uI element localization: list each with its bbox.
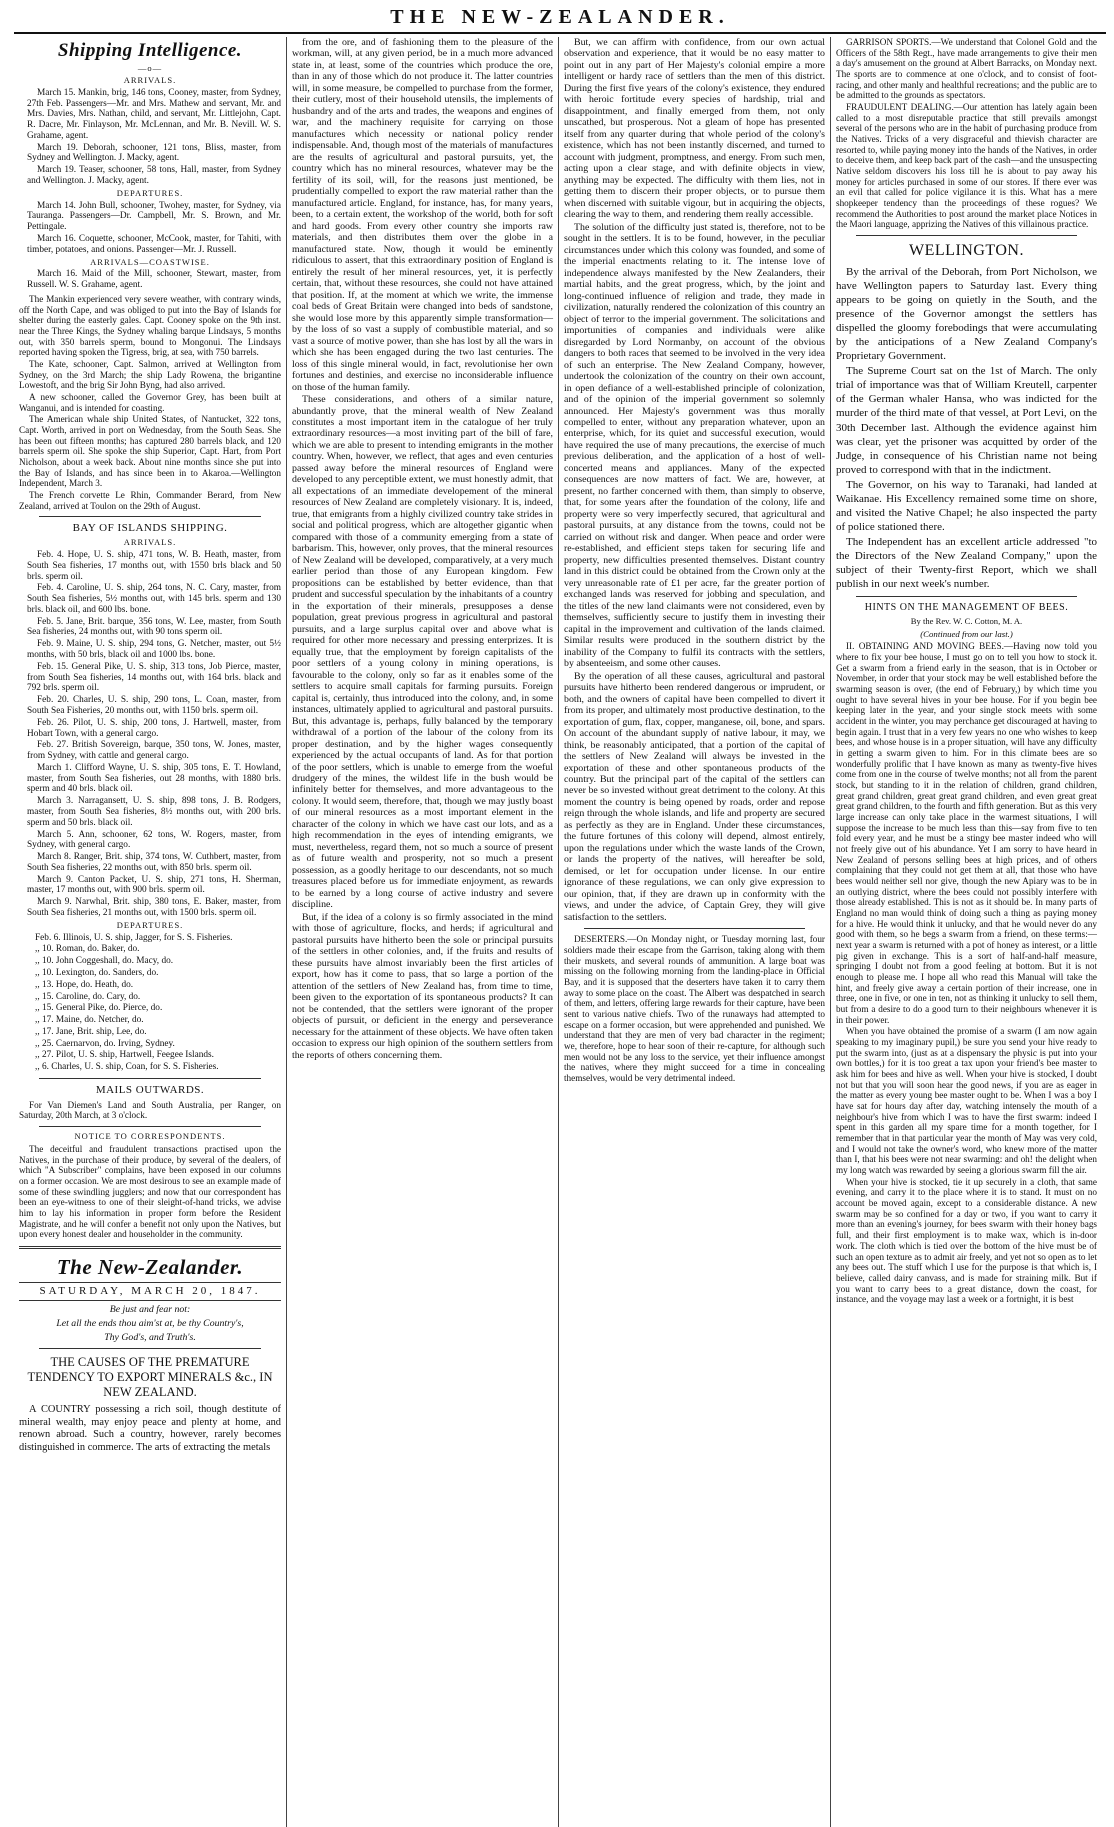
boi-arrivals-list-item: Feb. 4. Hope, U. S. ship, 471 tons, W. B. Heath, master, from South Sea fisheries, 17 months out, with 1550 brls black and 50 brls. sperm oil. [27, 550, 281, 582]
column-4 [830, 37, 1102, 1827]
boi-arrivals-list-item: March 9. Canton Packet, U. S. ship, 271 tons, H. Sherman, master, 17 months out, with 900 brls. sperm oil. [27, 874, 281, 896]
shipping-news-item: The Mankin experienced very severe weather, with contrary winds, off the North Cape, and was obliged to put into the Bay of Islands for shelter during the easterly gales. Capt. Cooney spoke on the 9th inst. near the Three Kings, the Sydney whaling barque Lindsays, 5 months out, with 350 barrels sperm, bound to Mongonui. The Lindsays reported having spoken the Tigress, brig, at sea, with 750 barrels. [19, 293, 281, 358]
boi-departures-list-item: Feb. 6. Illinois, U. S. ship, Jagger, for S. S. Fisheries. [35, 932, 233, 943]
boi-departures-list-item: ,, 10. Roman, do. Baker, do. [35, 944, 140, 955]
fraudulent-dealing-item: FRAUDULENT DEALING.—Our attention has lately again been called to a most disreputable practice that still prevails amongst several of the persons who are in the habit of purchasing produce from the Natives. Tricks of a very disgraceful and thievish character are resorted to, while paying money into the hands of the Natives, in order to deceive them, and keep back part of the cash—and the unsuspecting Native seldom discovers his loss till he is about to pay away his money for articles purchased in some of our stores. If there ever was an evil that called for police vigilance it is this. What has a mere shopkeeper tendency than the proceedings of these rogues? We recommend the Authorities to post around the market place Notices in the Maori language, apprizing the Natives of this villainous practice. [836, 102, 1097, 230]
article-title: THE CAUSES OF THE PREMATURE TENDENCY TO EXPORT MINERALS &c., IN NEW ZEALAND. [27, 1355, 273, 1400]
notice-text: The deceitful and fraudulent transactions practised upon the Natives, in the purchase of their produce, by several of the dealers, of which "A Subscriber" complains, have been exposed in our columns on a former occasion. We are most desirous to see an example made of some of these swindling jugglers; and now that our correspondent has been an eye-witness to one of their sleight-of-hand tricks, we advise him to lay his information in proper form before the Resident Magistrate, and he will confer a benefit not only upon the Natives, but upon every honest dealer and householder in the community. [19, 1143, 281, 1240]
article-body-continued-item: The solution of the difficulty just stated is, therefore, not to be sought in the settlers. It is to be found, however, in the peculiar circumstances under which this colony was founded, and some of the imperial enactments relating to it. The intense love of independence always manifested by the New Zealanders, their martial habits, and the great progress, which, by the joint and long-continued influence of religion and trade, they made in civilization, naturally rendered the colonization of this country an object of terror to the imperial government. The solicitations and importunities of companies and individuals were alike disregarded by Lord Normanby, on account of the obvious dangers to both races that seemed to be involved in the very idea of such an enterprise. The New Zealand Company, however, undertook the colonization of the country on their own account, in open defiance of a well-established principle of colonization, and of the opinion of the imperial government so solemnly announced. Her Majesty's government was thus morally compelled to enter, without any preparation whatever, upon an enterprise, which, for its quiet and successful execution, would have required the use of many precautions, the exercise of much previous deliberation, and the application of a host of well-concerted means and appliances. Many of the expected consequences are now matters of fact. We are, however, at present, no farther concerned with them, than simply to observe, that, for some years after the foundation of the colony, life and property were so very imperfectly secured, that agricultural and pastoral pursuits, at any distance from the towns, could not be carried on without risk and danger. When peace and order were re-established, and efficient steps taken for securing life and property, new difficulties presented themselves. Distant country land in this district could be obtained from the Crown only at the very unreasonable rate of £1 per acre, far the greater portion of exchanged lands was reserved for jobbing and speculation, and the titles of the new land claimants were not considered, even by themselves, sufficiently secure to justify them in investing their capital in the improvement and cultivation of the lands claimed. Similar results were produced in the southern district by the inability of the Company to fulfil its contracts with the settlers, by absenteeism, and some other causes. [564, 221, 825, 670]
article-body [292, 37, 553, 1061]
coastwise-list-item: March 16. Maid of the Mill, schooner, Stewart, master, from Russell. W. S. Grahame, agent. [27, 269, 281, 291]
shipping-news-item: The Kate, schooner, Capt. Salmon, arrived at Wellington from Sydney, on the 3rd March; the ship Lady Rowena, the brigantine Lowestoft, and the brig Sir John Byng, had also arrived. [19, 359, 281, 391]
motto-line-2: Let all the ends thou aim'st at, be thy Country's, [56, 1317, 244, 1329]
column-3 [558, 37, 830, 1827]
wellington-news-item: The Supreme Court sat on the 1st of March. The only trial of importance was that of William Kreutell, carpenter of the German whaler Hansa, who was indicted for the murder of the third mate of that vessel, at Port Levi, on the 30th December last. Although the evidence against him was clear, yet the prisoner was acquitted by order of the Judge, in consequence of his Christian name not being proved to correspond with that in the indictment. [836, 365, 1097, 476]
boi-arrivals-list-item: March 5. Ann, schooner, 62 tons, W. Rogers, master, from Sydney, with general cargo. [27, 829, 281, 851]
boi-head: BAY OF ISLANDS SHIPPING. [72, 522, 228, 535]
boi-departures-list-item: ,, 10. Lexington, do. Sanders, do. [35, 968, 159, 978]
bees-head: HINTS ON THE MANAGEMENT OF BEES. [864, 602, 1069, 614]
departures-list [19, 201, 281, 256]
wellington-news [836, 265, 1097, 592]
motto-line-1: Be just and fear not: [109, 1304, 191, 1316]
column-2 [286, 37, 558, 1827]
boi-arrivals-head: ARRIVALS. [123, 537, 177, 548]
shipping-news [19, 294, 281, 511]
date-line: SATURDAY, MARCH 20, 1847. [19, 1282, 281, 1301]
boi-arrivals-list-item: Feb. 27. British Sovereign, barque, 350 tons, W. Jones, master, from Sydney, with cattle and general cargo. [27, 740, 281, 762]
boi-departures-list-item: ,, 25. Caernarvon, do. Irving, Sydney. [35, 1038, 175, 1049]
bees-body-item: When your hive is stocked, tie it up securely in a cloth, that same evening, and carry it to the place where it is to stand. It must on no account be moved again, except to a considerable distance. A new swarm may be so confined for a day or two, if you want to carry it more than an evening's journey, for bees swarm with their honey bags full, and their first employment is to make wax, which is in-door work. The cloth which is tied over the bottom of the hive must be of such an open texture as to admit air freely, and yet not so open as to let any bees out. The stuff which I use for the purpose is that which is, I believe, called dairy canvass, and is made for straining milk. But if you want to carry bees to a great distance, down the coast, for instance, and the voyage may last a week or a fortnight, it is best [836, 1176, 1097, 1305]
boi-arrivals-list-item: Feb. 15. General Pike, U. S. ship, 313 tons, Job Pierce, master, from South Sea fisheries, 14 months out, with 164 brls. black and 792 brls. sperm oil. [27, 661, 281, 694]
boi-departures-list-item: ,, 17. Jane, Brit. ship, Lee, do. [35, 1026, 147, 1037]
mails-head: MAILS OUTWARDS. [95, 1084, 205, 1097]
departures-head: DEPARTURES. [116, 187, 184, 198]
bees-body-item: II. OBTAINING AND MOVING BEES.—Having now told you where to fix your bee house, I must go on to tell you how to stock it. Get a swarm from a friend early in the season, that is in October or November, in order that your stock may be well established before the swarming season is over, (the end of February,) by which time you ought to have several hives in your bee house. For if you begin bee keeping later in the year, and your single stock meets with some accident in the winter, you may perchance get discouraged at having to begin again. I trust that in a very few years no one who wishes to keep bees, and whose house is in a proper situation, will have any difficulty in getting a swarm given to him. For in this climate bees are so wonderfully prolific that I have known as many as twenty-five hives come from one in the course of twelve months; not all from the parent stock, but standing to it in the relation of children, grand children, great grand children, great great grand children, and even great great great grand children, to the fourth and fifth generation. But as this very large increase can only take place in the warmest situations, I will suppose the increase to be much less than this—say from five to ten fold every year, and he must be a stingy bee master indeed who will not freely give out of his abundance. Yet I am sorry to have heard in New Zealand of persons selling bees at high prices, and of others complaining that they could not get them at all, that those who have bees would neither sell nor give, though the new Apiary was to be in an outlying district, where the bees could not possibly interfere with those already established. This is not as it should be. In many parts of England no man would think of doing such a thing as paying money for a hive. He would think it unlucky, and that he would never do any good with them, so he begs a swarm from a friend, on these terms:—next year a swarm is returned with a pot of honey as interest, or a little pig given in exchange. This is a sort of half-and-half measure, springing I doubt not from a good feeling at bottom. But it is not enough to please me. I hope all who read this Manual will take the hint, and freely give away a certain portion of their increase, one in three, one in five, or one in ten, not as thinking it unlucky to sell them, but from a desire to do a good turn to their neighbours whenever it is in their power. [836, 641, 1097, 1025]
bees-body-item: When you have obtained the promise of a swarm (I am now again speaking to my imaginary pupil,) be sure you send your hive ready to put the swarm into, (just as at a dispensary the physic is put into your own bottles,) for it is too great a tax upon your friend's bee master to ask him for bees and hive as well. When your hive is stocked, I doubt not but that you will soon hear the good news, if you are as eager in the matter as every young bee master ought to be. When I was a boy I have sat for hours day after day, watching intensely the mouth of a neighbour's hive from which I was to have the first swarm: indeed I spent in this garden all my spare time for a month together, for I remember that in that particular year the month of May was very cold, and I would not take the owner's word, who knew more of the matter than I, that his bees were not near swarming: and oh! the delight when my long watch was rewarded by seeing a glorious swarm fill the air. [836, 1026, 1097, 1176]
coastwise-head: ARRIVALS—COASTWISE. [90, 256, 210, 267]
boi-arrivals-list-item: March 8. Ranger, Brit. ship, 374 tons, W. Cuthbert, master, from South Sea fisheries, 22 months out, with 850 brls. sperm oil. [27, 852, 281, 873]
garrison-sports-item: GARRISON SPORTS.—We understand that Colonel Gold and the Officers of the 58th Regt., have made arrangements to give their men a day's amusement on the ground at Albert Barracks, on Monday next. The sports are to commence at one o'clock, and to consist of foot-racing, and other manly and healthful recreations; and the public are to be admitted to the grounds as spectators. [836, 37, 1097, 101]
article-lead: A COUNTRY possessing a rich soil, though destitute of mineral wealth, may enjoy peace and plenty at home, and renown abroad. Such a country, however, rarely becomes distinguished in commerce. The arts of extracting the metals [19, 1404, 281, 1453]
boi-departures-list [19, 933, 281, 1073]
boi-departures-list-item: ,, 17. Maine, do. Netcher, do. [35, 1015, 144, 1026]
masthead: THE NEW-ZEALANDER. [14, 4, 1106, 34]
rule [584, 928, 805, 929]
bees-continued: (Continued from our last.) [920, 629, 1013, 639]
article-body-item: from the ore, and of fashioning them to the pleasure of the workman, will, at any given period, be in a much more advanced state in, at least, some of the countries which produce the ore, than in any of those which do not produce it. The latter countries will, in some measure, be compelled to purchase from the former, their cutlery, most of their household utensils, the implements of husbandry and of the arts and trades, the weapons and engines of war, and the machinery requisite for carrying on those manufactures which necessity or national policy render indispensable. And, though most of the materials of manufactures are the results of agricultural and pastoral pursuits, yet, the country which has no mineral resources, whatever may be the fertility of its soil, will, for the reasons just mentioned, be prudentially compelled to export the raw material rather than the manufactured article. England, for instance, has, for many years, been, to a certain extent, the workshop of the world, both for soft and hard goods. From every other country she imports raw materials, and then distributes them over the globe in a manufactured state. Now, though it would be eminently ridiculous to assert, that this extraordinary position of England is entirely the result of her mineral resources, yet, it is perfectly certain, that, without these resources, she could not have attained that position. If, at the moment at which we write, the immense coal beds of Great Britain were changed into beds of sandstone, she would lose more by this apparently simple transformation—by the loss of so vast a supply of combustible material, and so vast a source of motive power, than she has lost by all the wars in which she has been engaged during the two last centuries. The loss of this single mineral would, in fact, revolutionise her own fortunes and destinies, and exercise no inconsiderable influence on those of the human family. [292, 37, 553, 393]
rule [856, 235, 1077, 236]
boi-arrivals-list-item: Feb. 26. Pilot, U. S. ship, 200 tons, J. Hartwell, master, from Hobart Town, with a general cargo. [27, 717, 281, 739]
arrivals-list [19, 88, 281, 187]
notice-head: NOTICE TO CORRESPONDENTS. [74, 1131, 226, 1142]
article-body-continued [564, 37, 825, 923]
shipping-news-item: The French corvette Le Rhin, Commander Berard, from New Zealand, arrived at Toulon on the 29th of August. [19, 490, 281, 511]
mails-text: For Van Diemen's Land and South Australia, per Ranger, on Saturday, 20th March, at 3 o'clock. [19, 1099, 281, 1121]
rule [39, 1126, 261, 1127]
shipping-title: Shipping Intelligence. [57, 40, 243, 61]
rule [39, 1078, 261, 1079]
bees-byline: By the Rev. W. C. Cotton, M. A. [910, 616, 1023, 627]
deserters-item: DESERTERS.—On Monday night, or Tuesday morning last, four soldiers made their escape from the Garrison, taking along with them their muskets, and several rounds of ammunition. A large boat was missing on the following morning from the landing-place in Official Bay, and it is supposed that the deserters have taken it to carry them away to some place on the coast. The Albert was despatched in search of them, and letters, offering large rewards for their capture, have been sent to various native chiefs. Two of the runaways had attempted to escape on a former occasion, but were apprehended and punished. We understand that they are men of very bad character in the regiment; we, therefore, hope to hear soon of their re-capture, for although such men would not be any loss to the service, yet their influence amongst the natives, where they might succeed for a time in concealing themselves, would be very detrimental indeed. [564, 934, 825, 1084]
boi-departures-list-item: ,, 6. Charles, U. S. ship, Coan, for S. S. Fisheries. [35, 1062, 219, 1073]
column-1 [14, 37, 286, 1827]
wellington-news-item: The Governor, on his way to Taranaki, had landed at Waikanae. His Excellency remained some time on shore, and visited the Native Chapel; he also inspected the party of police stationed there. [836, 478, 1097, 534]
motto-line-3: Thy God's, and Truth's. [104, 1331, 196, 1343]
boi-arrivals-list-item: Feb. 4. Caroline, U. S. ship, 264 tons, N. C. Cary, master, from South Sea fisheries, 5½ months out, with 145 brls. sperm and 130 brls. black oil, and 600 lbs. bone. [27, 583, 281, 615]
article-body-continued-item: But, we can affirm with confidence, from our own actual observation and experience, that it would be no easy matter to point out in any part of Her Majesty's colonial empire a more intelligent or hardy race of settlers than the men of this district. During the first five years of the colony's existence, they endured with heroic fortitude every species of hardship, trial and disappointment, and finally emerged from them, not only unscathed, but prosperous. Not a gleam of hope has presented itself from any quarter during that whole period of the colony's existence, which has not been instantly discerned, and turned to account with judgment, promptness, and energy. From such men, acting upon a clear stage, and with definite objects in view, anything may be expected. The difficulty with them lies, not in getting them to discern their proper objects, or to pursue them when discerned with suitable vigour, but in acquiring the objects, clearing the way to them, and rendering them really accessible. [564, 37, 825, 221]
boi-departures-list-item: ,, 15. General Pike, do. Pierce, do. [35, 1003, 163, 1014]
boi-arrivals-list-item: Feb. 20. Charles, U. S. ship, 290 tons, L. Coan, master, from South Sea Fisheries, 20 months out, with 1150 brls. sperm oil. [27, 695, 281, 716]
shipping-news-item: A new schooner, called the Governor Grey, has been built at Wanganui, and is intended for coasting. [19, 392, 281, 413]
bees-body [836, 641, 1097, 1305]
boi-departures-list-item: ,, 15. Caroline, do. Cary, do. [35, 991, 141, 1002]
wellington-news-item: By the arrival of the Deborah, from Port Nicholson, we have Wellington papers to Saturday last. Every thing appears to be going on quietly in the South, and the presence of the Governor amongst the settlers has dispelled the gloomy forebodings that were accumulating by the anticipations of a New Zealand Company's Proprietary Government. [836, 265, 1097, 363]
wellington-news-item: The Independent has an excellent article addressed "to the Directors of the New Zealand Company," upon the subject of their Twenty-first Report, which we shall publish in our next week's number. [836, 536, 1097, 591]
arrivals-list-item: March 15. Mankin, brig, 146 tons, Cooney, master, from Sydney, 27th Feb. Passengers—Mr. and Mrs. Mathew and servant, Mr. and Mrs. Davies, Mrs. Nathan, child, and servant, Mr. Littlejohn, Capt. R. Dacre, Mr. Finlayson, Mr. McLennan, and Mr. B. Nevill. W. S. Grahame, agent. [27, 87, 281, 141]
article-body-continued-item: By the operation of all these causes, agricultural and pastoral pursuits have hitherto been rendered dangerous or imprudent, or both, and the owners of capital have been compelled to divert it from its proper, and ultimately most productive destination, to the exportation of gum, flax, copper, manganese, oil, bone, and spars. On account of the abundant supply of native labour, it may, we think, be reasonably anticipated, that a portion of the capital of the settlers of New Zealand will always be invested in the exportation of these and other spontaneous products of the country. But the principal part of the capital of the settlers can never be so invested without great detriment to the colony. At this moment the country is being opened by roads, order and repose reign through the whole islands, and life and property are secured as perfectly as they are in England. Under these circumstances, the future fortunes of this colony will depend, almost entirely, upon the regulations under which the waste lands of the Crown, or lands the property of the natives, will hereafter be sold, demised, or let for occupation under license. In our entire ignorance of these regulations, we can only give expression to our opinion, that, if they are drawn up in conformity with the views, and under the advice, of Captain Grey, they will give satisfaction to the settlers. [564, 670, 825, 923]
boi-departures-list-item: ,, 10. John Coggeshall, do. Macy, do. [35, 956, 174, 967]
wellington-head: WELLINGTON. [909, 242, 1024, 260]
shipping-news-item: The American whale ship United States, of Nantucket, 322 tons, Capt. Worth, arrived in port on Wednesday, from the South Seas. She has been out fifteen months; has captured 280 barrels black, and 120 barrels sperm oil. She spoke the ship Superior, Capt. Hart, from Port Nicholson, about a week back. About nine months since she put into the Bay of Islands, and has since been in to Akaroa.—Wellington Independent, March 3. [19, 414, 281, 489]
boi-departures-list-item: ,, 27. Pilot, U. S. ship, Hartwell, Feegee Islands. [35, 1050, 214, 1061]
boi-departures-head: DEPARTURES. [116, 919, 184, 930]
boi-arrivals-list-item: March 1. Clifford Wayne, U. S. ship, 305 tons, E. T. Howland, master, from South Sea fisheries, out 28 months, with 1880 brls. sperm and 40 brls. black oil. [27, 762, 281, 795]
arrivals-list-item: March 19. Teaser, schooner, 58 tons, Hall, master, from Sydney and Wellington. J. Macky, agent. [27, 165, 281, 186]
boi-departures-list-item: ,, 13. Hope, do. Heath, do. [35, 979, 134, 990]
divider: —o— [137, 63, 163, 74]
article-body-item: But, if the idea of a colony is so firmly associated in the mind with those of agriculture, flocks, and herds; if agricultural and pastoral pursuits have hitherto been the sole or principal pursuits of the settlers in other colonies, and, if the fruits and results of these pursuits have almost invariably been the first articles of export, how has it come to pass, that so large a portion of the attention of the settlers of New Zealand has, from time to time, been given to the exportation of its spontaneous products? It can not be contended, that the settlers were ignorant of the proper objects of pursuit, or deficient in the energy and perseverance necessary for the attainment of these objects. We have often taken occasion to express our high opinion of the southern settlers from the reports of others concerning them. [292, 911, 553, 1061]
boi-arrivals-list-item: March 9. Narwhal, Brit. ship, 380 tons, E. Baker, master, from South Sea fisheries, 21 months out, with 1500 brls. sperm oil. [27, 897, 281, 919]
departures-list-item: March 14. John Bull, schooner, Twohey, master, for Sydney, via Tauranga. Passengers—Dr. Campbell, Mr. S. Brown, and Mr. Pettingale. [27, 200, 281, 233]
double-rule [19, 1246, 281, 1249]
columns [14, 37, 1106, 1827]
departures-list-item: March 16. Coquette, schooner, McCook, master, for Tahiti, with timber, potatoes, and onions. Passenger—Mr. J. Russell. [27, 233, 281, 255]
coastwise-list [19, 269, 281, 291]
paper-name: The New-Zealander. [56, 1255, 244, 1280]
boi-arrivals-list [19, 550, 281, 919]
arrivals-head: ARRIVALS. [123, 74, 177, 85]
rule [39, 516, 261, 517]
rule [39, 1348, 261, 1349]
article-body-item: These considerations, and others of a similar nature, abundantly prove, that the mineral wealth of New Zealand constitutes a most important item in the catalogue of her truly extraordinary resources—a most inviting part of the bill of fare, which we are able to present to intending emigrants in the mother country. When, however, we reflect, that ages and even centuries passed away before the mineral resources of England were developed to any perceptible extent, we must honestly admit, that all expectations of an immediate developement of the mineral resources of New Zealand are completely visionary. It is, indeed, true, that emigrants from a highly civilized country take strides in social and political progress, which are altogether gigantic when compared with those of a community emerging from a state of barbarism. This, however, only proves, that the mineral resources of New Zealand will be developed, comparatively, at a very much earlier period than those of any European kingdom. Few propositions can be established by better evidence, than that prudent and successful speculation by the inhabitants of a country in the exportation of their minerals, presupposes a dense population, great previous progress in agricultural and pastoral pursuits, and a large surplus capital over and above what is required for other more necessary and pressing enterprizes. It is equally true, that the employment by foreign capitalists of the poor settlers of a young colony in mining operations, is favourable to the colony, only so far as it enables some of the settlers to acquire small capitals for farming pursuits. Foreign capital is, certainly, thus introduced into the colony, and, in some instances, ultimately applied to agricultural and pastoral pursuits. But, this advantage is, perhaps, fully balanced by the temporary withdrawal of a portion of the labour of the colony from its proper destination, and by the higher wages consequently experienced by the actual occupants of land. As for that portion of the poor settlers, which is unable to emerge from the woeful drudgery of the mines, the wildest life in the bush would be infinitely better for themselves, and more advantageous to the colony. It would seem, therefore, that, though we may justly boast of our mineral resources as a most important element in the character of the colony in which we have cast our lots, and as a high recommendation in the eyes of intending emigrants, we must, nevertheless, regard them, not so much a source of present as of future wealth and prosperity, not so much a present possession, as a goodly heritage to our descendants, not so much treasures placed before us for immediate enjoyment, as rewards to be earned by a long course of active industry and severe discipline. [292, 394, 553, 911]
arrivals-list-item: March 19. Deborah, schooner, 121 tons, Bliss, master, from Sydney and Wellington. J. Macky, agent. [27, 142, 281, 164]
boi-arrivals-list-item: Feb. 5. Jane, Brit. barque, 356 tons, W. Lee, master, from South Sea fisheries, 24 months out, with 90 tons sperm oil. [27, 616, 281, 638]
boi-arrivals-list-item: March 3. Narragansett, U. S. ship, 898 tons, J. B. Rodgers, master, from South Sea fisheries, 8½ months out, with 200 brls. sperm and 50 brls. black oil. [27, 796, 281, 828]
boi-arrivals-list-item: Feb. 9. Maine, U. S. ship, 294 tons, G. Netcher, master, out 5½ months, with 50 brls, black oil and 1000 lbs. bone. [27, 639, 281, 661]
rule [856, 596, 1077, 597]
